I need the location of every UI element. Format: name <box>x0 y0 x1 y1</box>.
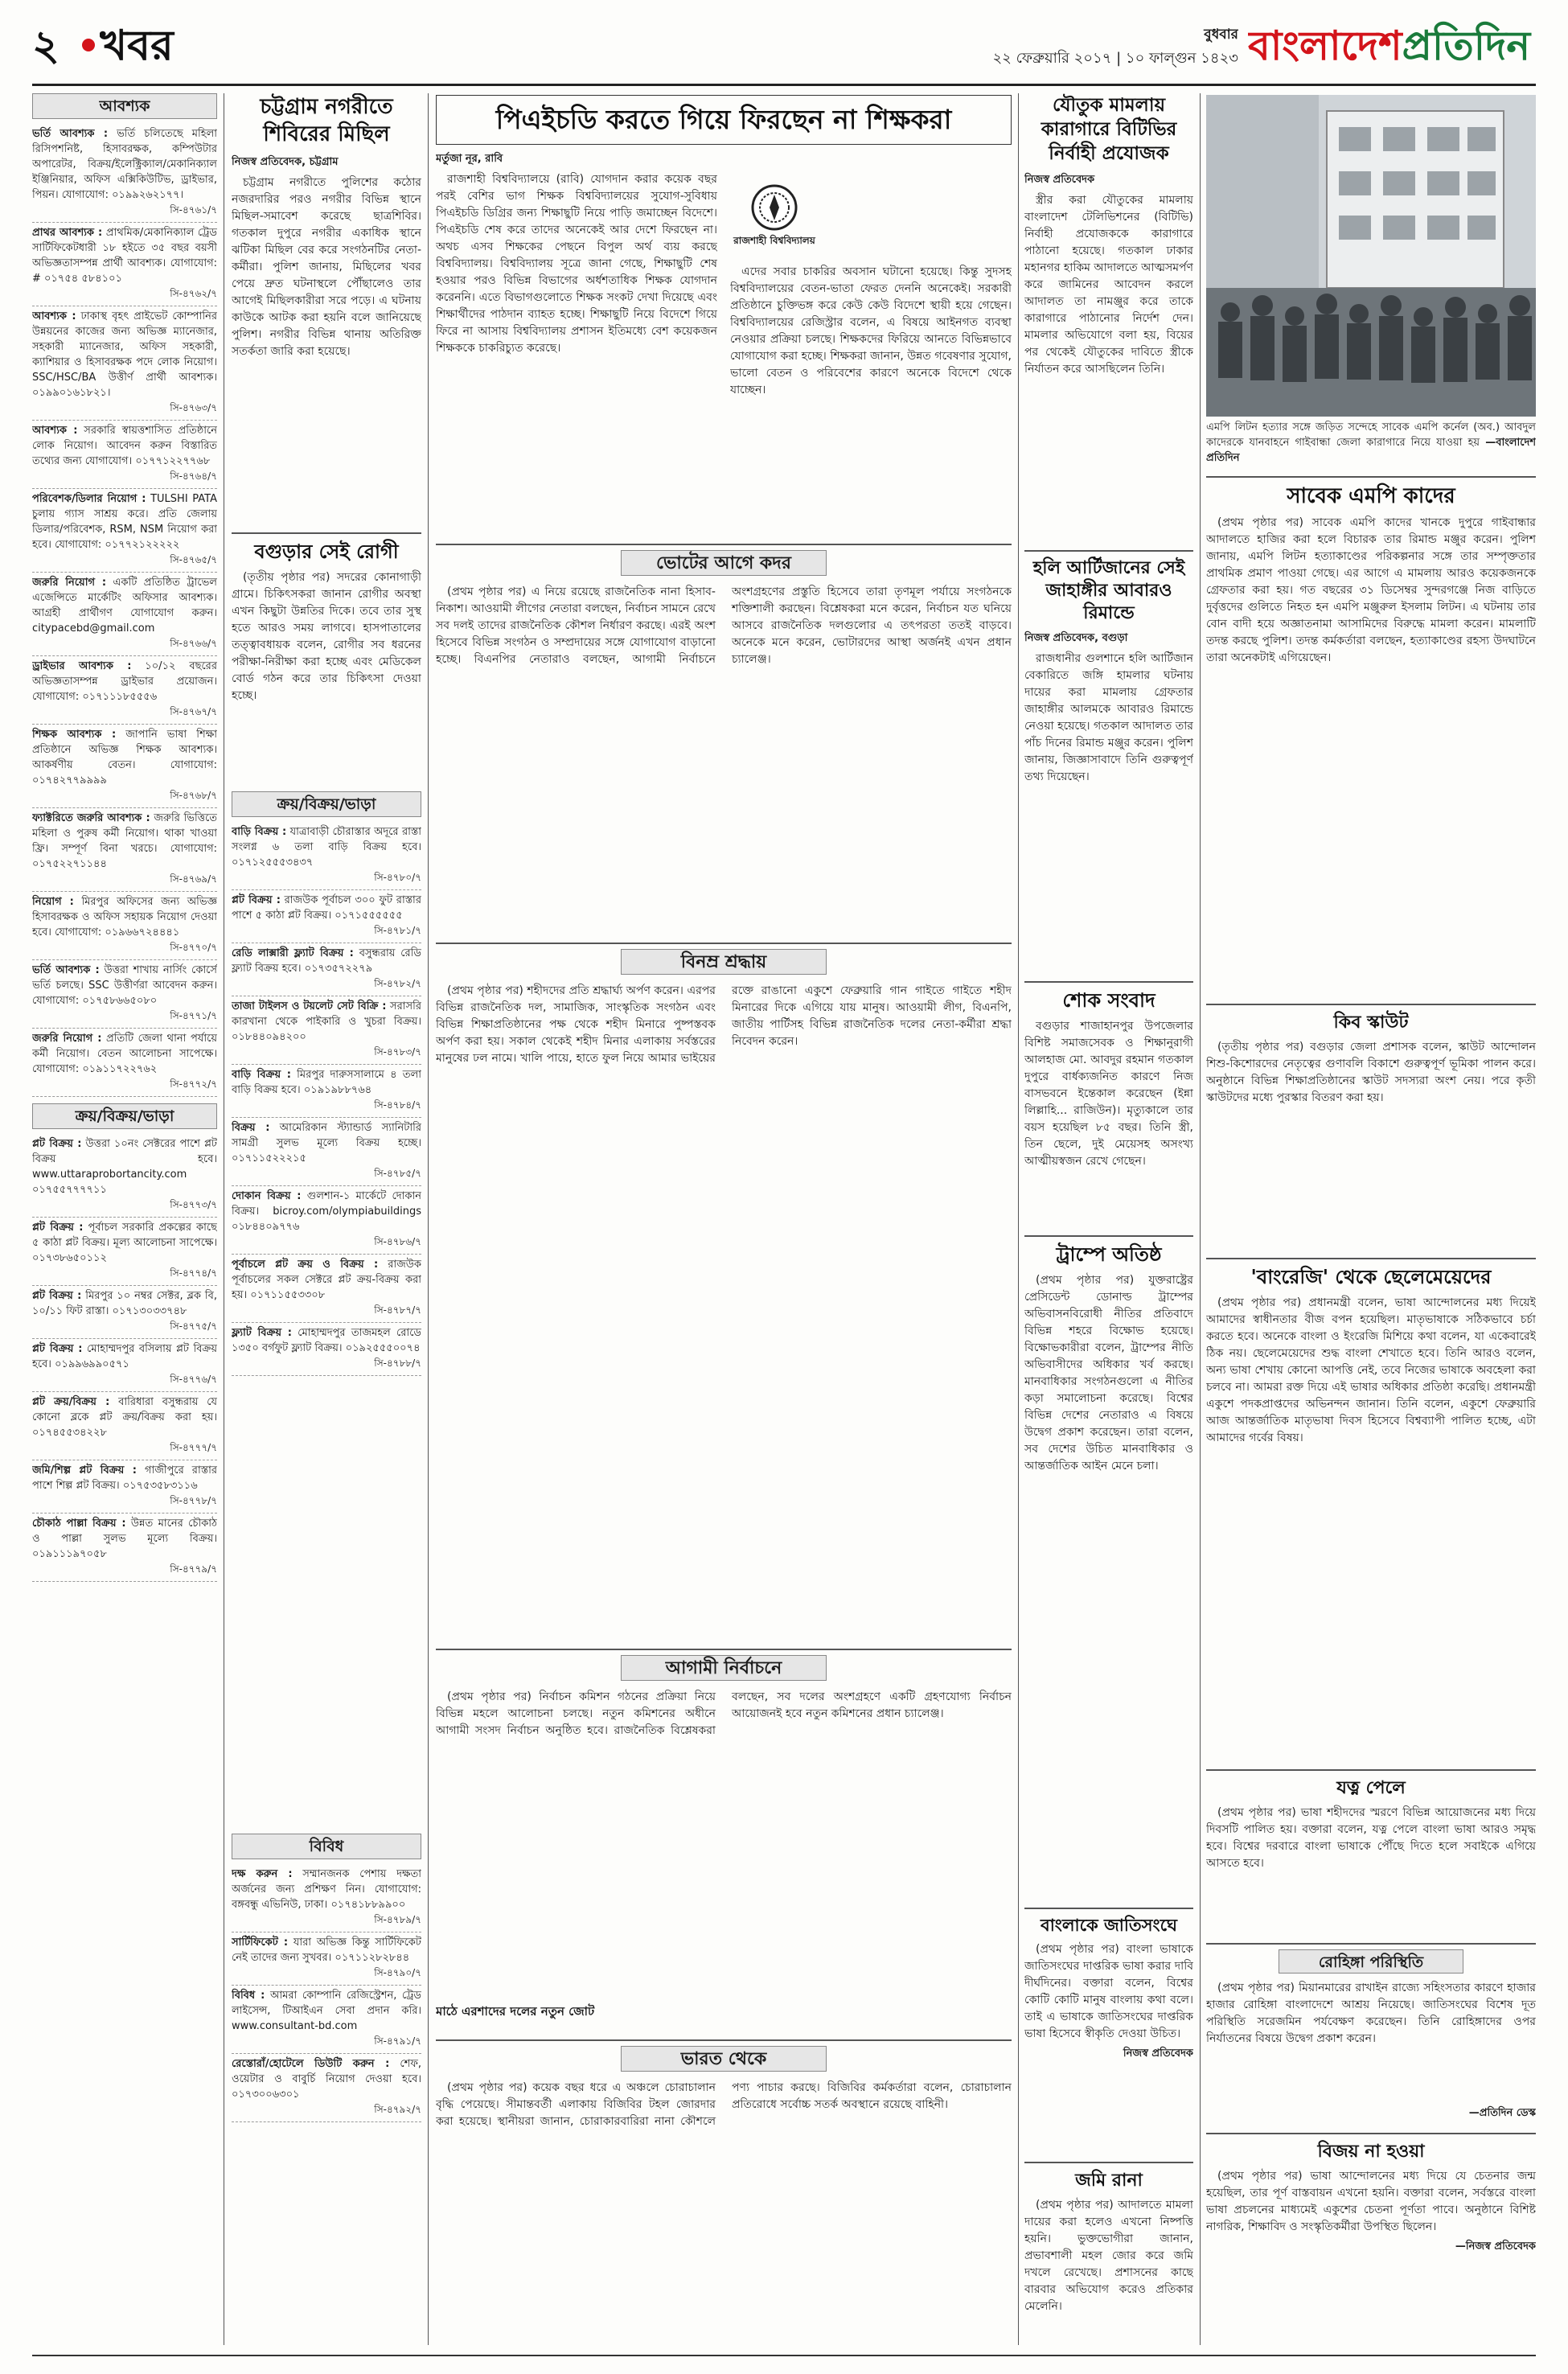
page-number: ২ <box>32 21 60 70</box>
classified-ad: আবশ্যক : ঢাকাস্থ বৃহৎ প্রাইভেট কোম্পানির উন্নয়নের কাজের জন্য অভিজ্ঞ ম্যানেজার, সহকারী ম্যানেজার, অফিস সহকারী, ক্যাশিয়ার ও হিসাবরক্ষক পদে লোক নিয়োগ। SSC/HSC/BA উত্তীর্ণ প্রার্থী আবশ্যক। ০১৯৯০১৬১৮২১। সি-৪৭৬৩/৭ <box>32 306 217 421</box>
story-dowry-body: স্ত্রীর করা যৌতুকের মামলায় বাংলাদেশ টেলিভিশনের (বিটিভি) নির্বাহী প্রযোজককে কারাগারে পাঠানো হয়েছে। গতকাল ঢাকার মহানগর হাকিম আদালতে আত্মসমর্পণ করে জামিনের আবেদন করলে আদালত তা নামঞ্জুর করে তাকে কারাগারে পাঠানোর নির্দেশ দেন। মামলার অভিযোগে বলা হয়, বিয়ের পর থেকেই যৌতুকের দাবিতে স্ত্রীকে নির্যাতন করে আসছিলেন তিনি। <box>1024 194 1193 376</box>
classified-ad: প্লট বিক্রয় : উত্তরা ১০নং সেক্টরের পাশে প্লট বিক্রয় হবে। www.uttaraprobortancity.com ০১৭৫৫৭৭৭৭১১ সি-৪৭৭৩/৭ <box>32 1134 217 1218</box>
classified-ad: প্লট বিক্রয় : রাজউক পূর্বাচল ৩০০ ফুট রাস্তার পাশে ৫ কাঠা প্লট বিক্রয়। ০১৭১৫৫৫৫৫৫ সি-৪৭৮১/৭ <box>232 890 421 943</box>
story-ctg-byline: নিজস্ব প্রতিবেদক, চট্টগ্রাম <box>232 156 339 168</box>
story-victory <box>1206 2139 1536 2350</box>
classified-ad: চৌকাঠ পাল্লা বিক্রয় : উন্নত মানের চৌকাঠ ও পাল্লা সুলভ মূল্যে বিক্রয়। ০১৯১১১৯৭০৫৮ সি-৪৭৭৯/৭ <box>32 1514 217 1582</box>
column-divider <box>428 93 429 2345</box>
classified-ad: প্লট বিক্রয় : মিরপুর ১০ নম্বর সেক্টর, ব্লক বি, ১০/১১ ফিট রাস্তা। ০১৭১৩০৩৩৭৪৮ সি-৪৭৭৫/৭ <box>32 1286 217 1339</box>
story-ctg-headline: চট্টগ্রাম নগরীতে শিবিরের মিছিল <box>260 95 393 146</box>
story-bangrezi-headline: 'বাংরেজি' থেকে ছেলেমেয়েদের <box>1250 1265 1492 1288</box>
photo-credit: —বাংলাদেশ প্রতিদিন <box>1206 437 1536 464</box>
story-ctg <box>232 93 421 528</box>
misc-ads <box>232 1834 421 2348</box>
section-rule <box>436 2039 1012 2041</box>
classified-ad: জরুরি নিয়োগ : প্রতিটি জেলা থানা পর্যায়ে কর্মী নিয়োগ। বেতন আলোচনা সাপেক্ষে। যোগাযোগ: ০১৯১১৭২২৭৬২ সি-৪৭৭২/৭ <box>32 1029 217 1097</box>
story-election-body: (প্রথম পৃষ্ঠার পর) নির্বাচন কমিশন গঠনের প্রক্রিয়া নিয়ে বিভিন্ন মহলে আলোচনা চলছে। নতুন কমিশনের অধীনে আগামী সংসদ নির্বাচন অনুষ্ঠিত হবে। রাজনৈতিক বিশ্লেষকরা বলছেন, সব দলের অংশগ্রহণে একটি গ্রহণযোগ্য নির্বাচন আয়োজনই হবে নতুন কমিশনের প্রধান চ্যালেঞ্জ। <box>436 1690 1012 1737</box>
story-holey <box>1024 557 1193 975</box>
classifieds-list <box>32 124 217 1097</box>
page-header <box>32 11 1536 80</box>
story-rohingya-credit: —প্রতিদিন ডেস্ক <box>1468 2107 1536 2119</box>
story-phd-body2: এদের সবার চাকরির অবসান ঘটানো হয়েছে। কিন্তু সুদসহ বিশ্ববিদ্যালয়ের বেতন-ভাতা ফেরত দেননি অনেকেই। সরকারী প্রতিষ্ঠানে চুক্তিভঙ্গ করে কেউ কেউ বিদেশে স্থায়ী হয়ে গেছেন। বিশ্ববিদ্যালয়ের রেজিস্ট্রার বলেন, এ বিষয়ে আইনগত ব্যবস্থা নেওয়ার প্রক্রিয়া চলছে। শিক্ষকদের ফিরিয়ে আনতে বিভিন্নভাবে যোগাযোগ করা হচ্ছে। শিক্ষকরা জানান, উন্নত গবেষণার সুযোগ, ভালো বেতন ও পরিবেশের কারণে অনেকে বিদেশে থেকে যাচ্ছেন। <box>730 265 1012 396</box>
section-rule <box>1206 1258 1536 1259</box>
story-bogra-headline: বগুড়ার সেই রোগী <box>254 540 399 563</box>
column-divider <box>1018 93 1019 2345</box>
classified-ad: তাজা টাইলস ও টয়লেট সেট বিক্রি : সরাসরি কারখানা থেকে পাইকারি ও খুচরা বিক্রয়। ০১৮৪৪০৯৪২০০ সি-৪৭৮৩/৭ <box>232 996 421 1065</box>
university-logo-label: রাজশাহী বিশ্ববিদ্যালয় <box>733 235 815 246</box>
story-victory-credit: —নিজস্ব প্রতিবেদক <box>1455 2241 1536 2253</box>
section-rule <box>1024 1235 1193 1237</box>
story-india-body: (প্রথম পৃষ্ঠার পর) কয়েক বছর ধরে এ অঞ্চলে চোরাচালান বৃদ্ধি পেয়েছে। সীমান্তবর্তী এলাকায় বিজিবির টহল জোরদার করা হয়েছে। স্থানীয়রা জানান, চোরাকারবারিরা নানা কৌশলে পণ্য পাচার করছে। বিজিবির কর্মকর্তারা বলেন, চোরাচালান প্রতিরোধে সর্বোচ্চ সতর্ক অবস্থানে রয়েছে বাহিনী। <box>436 2081 1012 2128</box>
section-rule <box>1024 981 1193 983</box>
story-india <box>436 2046 1012 2351</box>
story-victory-body: (প্রথম পৃষ্ঠার পর) ভাষা আন্দোলনের মধ্য দিয়ে যে চেতনার জন্ম হয়েছিল, তার পূর্ণ বাস্তবায়ন এখনো হয়নি। বক্তারা বলেন, সর্বস্তরে বাংলা ভাষা প্রচলনের মাধ্যমেই একুশের চেতনা পূর্ণতা পাবে। অনুষ্ঠানে বিশিষ্ট নাগরিক, শিক্ষাবিদ ও সংস্কৃতিকর্মীরা উপস্থিত ছিলেন। <box>1206 2170 1536 2233</box>
story-vote <box>436 550 1012 936</box>
issue-date: ২২ ফেব্রুয়ারি ২০১৭ | ১০ ফাল্গুন ১৪২৩ <box>992 50 1238 67</box>
story-un-headline: বাংলাকে জাতিসংঘে <box>1041 1915 1177 1935</box>
section-rule <box>1206 1769 1536 1771</box>
story-dowry-byline: নিজস্ব প্রতিবেদক <box>1024 174 1095 186</box>
section-rule <box>1024 1908 1193 1909</box>
classified-ad: জরুরি নিয়োগ : একটি প্রতিষ্ঠিত ট্রাভেল এজেন্সিতে মার্কেটিং অফিসার আবশ্যক। আগ্রহী প্রার্থীগণ যোগাযোগ করুন। citypacebd@gmail.com সি-৪৭৬৬/৭ <box>32 573 217 656</box>
story-land-headline: জমি রানা <box>1075 2170 1143 2191</box>
story-trump-headline: ট্রাম্পে অতিষ্ঠ <box>1056 1242 1162 1266</box>
red-dot-icon <box>82 39 95 51</box>
classified-ad: জমি/শিল্প প্লট বিক্রয় : গাজীপুরে রাস্তার পাশে শিল্প প্লট বিক্রয়। ০১৭৫৩৫৮৩১১৬ সি-৪৭৭৮/৭ <box>32 1460 217 1514</box>
masthead-part1: বাংলাদেশ <box>1248 22 1402 69</box>
classified-ad: বাড়ি বিক্রয় : যাত্রাবাড়ী চৌরাস্তার অদূরে রাস্তা সংলগ্ন ৬ তলা বাড়ি বিক্রয় হবে। ০১৭১২৫৫৫৩৪৩৭ সি-৪৭৮০/৭ <box>232 822 421 890</box>
buy-sell-title: ক্রয়/বিক্রয়/ভাড়া <box>32 1103 217 1129</box>
section-rule <box>1206 2133 1536 2134</box>
section-rule <box>232 532 421 534</box>
classified-ad: দোকান বিক্রয় : গুলশান-১ মার্কেটে দোকান বিক্রয়। bicroy.com/olympiabuildings ০১৮৪৪০৯৭৭৬ সি-৪৭৮৬/৭ <box>232 1186 421 1255</box>
section-rule <box>436 544 1012 545</box>
classified-ad: সার্টিফিকেট : যারা অভিজ্ঞ কিন্তু সার্টিফিকেট নেই তাদের জন্য সুখবর। ০১৭১১২৮২৮৪৪ সি-৪৭৯০/৭ <box>232 1932 421 1986</box>
story-scout-body: (তৃতীয় পৃষ্ঠার পর) বগুড়ার জেলা প্রশাসক বলেন, স্কাউট আন্দোলন শিশু-কিশোরদের নেতৃত্বের গুণাবলি বিকাশে গুরুত্বপূর্ণ ভূমিকা পালন করে। অনুষ্ঠানে বিভিন্ন শিক্ষাপ্রতিষ্ঠানের স্কাউট সদস্যরা অংশ নেয়। পরে কৃতী স্কাউটদের মধ্যে পুরস্কার বিতরণ করা হয়। <box>1206 1041 1536 1104</box>
classified-ad: বিবিধ : আমরা কোম্পানি রেজিস্ট্রেশন, ট্রেড লাইসেন্স, টিআইএন সেবা প্রদান করি। www.consultant-bd.com সি-৪৭৯১/৭ <box>232 1986 421 2054</box>
section-rule <box>436 1649 1012 1650</box>
story-rohingya-headline: রোহিঙ্গা পরিস্থিতি <box>1279 1949 1463 1974</box>
classified-ad: প্লট বিক্রয় : মোহাম্মদপুর বসিলায় প্লট বিক্রয় হবে। ০১৯৯৬৯৯০৫৭১ সি-৪৭৭৬/৭ <box>32 1339 217 1392</box>
classified-ad: বাড়ি বিক্রয় : মিরপুর দারুসসালামে ৪ তলা বাড়ি বিক্রয় হবে। ০১৯১৯৮৮৭৬৪ সি-৪৭৮৪/৭ <box>232 1065 421 1118</box>
footer-rule <box>32 2355 1536 2356</box>
buy-sell-mid <box>232 791 421 1821</box>
story-trump-body: (প্রথম পৃষ্ঠার পর) যুক্তরাষ্ট্রের প্রেসিডেন্ট ডোনাল্ড ট্রাম্পের অভিবাসনবিরোধী নীতির প্রতিবাদে বিভিন্ন শহরে বিক্ষোভ হয়েছে। বিক্ষোভকারীরা বলেন, ট্রাম্পের নীতি অভিবাসীদের অধিকার খর্ব করছে। মানবাধিকার সংগঠনগুলো এ নীতির কড়া সমালোচনা করেছে। বিশ্বের বিভিন্ন দেশের নেতারাও এ বিষয়ে উদ্বেগ প্রকাশ করেছেন। তারা বলেন, সব দেশের উচিত মানবাধিকার ও আন্তর্জাতিক আইন মেনে চলা। <box>1024 1274 1193 1472</box>
classified-ad: রেস্তোরাঁ/হোটেলে ডিউটি করুন : শেফ, ওয়েটার ও বাবুর্চি নিয়োগ দেওয়া হবে। ০১৭৩০০৬৩০১ সি-৪৭৯২/৭ <box>232 2054 421 2122</box>
classified-ad: বিক্রয় : আমেরিকান স্ট্যান্ডার্ড স্যানিটারি সামগ্রী সুলভ মূল্যে বিক্রয় হচ্ছে। ০১৭১১৫২২২১৫ সি-৪৭৮৫/৭ <box>232 1118 421 1186</box>
buy-sell-list <box>32 1134 217 1582</box>
masthead-part2: প্রতিদিন <box>1402 22 1531 69</box>
story-phd-headline-box <box>436 95 1012 145</box>
classified-ad: ফ্ল্যাট বিক্রয় : মোহাম্মদপুর তাজমহল রোডে ১৩৫০ বর্গফুট ফ্ল্যাট বিক্রয়। ০১৯২৫৫৫০০৭৪ সি-৪৭৮৮/৭ <box>232 1323 421 1376</box>
story-tribute-body: (প্রথম পৃষ্ঠার পর) শহীদদের প্রতি শ্রদ্ধার্ঘ্য অর্পণ করেন। এরপর বিভিন্ন রাজনৈতিক দল, সামাজিক, সাংস্কৃতিক সংগঠন এবং বিভিন্ন শিক্ষাপ্রতিষ্ঠানের পক্ষ থেকে শহীদ মিনারে পুষ্পস্তবক অর্পণ করা হয়। সকাল থেকেই শহীদ মিনার এলাকায় সর্বস্তরের মানুষের ঢল নামে। খালি পায়ে, হাতে ফুল নিয়ে আমার ভাইয়ের রক্তে রাঙানো একুশে ফেব্রুয়ারি গান গাইতে গাইতে শহীদ মিনারের দিকে এগিয়ে যায় মানুষ। আওয়ামী লীগ, বিএনপি, জাতীয় পার্টিসহ বিভিন্ন রাজনৈতিক দলের নেতা-কর্মীরা শ্রদ্ধা নিবেদন করেন। <box>436 984 1012 1065</box>
story-dowry <box>1024 93 1193 544</box>
story-holey-headline: হলি আর্টিজানের সেই জাহাঙ্গীর আবারও রিমান্ডে <box>1032 557 1185 623</box>
section-rule <box>1206 1004 1536 1005</box>
building-crowd-image <box>1206 95 1536 417</box>
story-land-body: (প্রথম পৃষ্ঠার পর) আদালতে মামলা দায়ের করা হলেও এখনো নিষ্পত্তি হয়নি। ভুক্তভোগীরা জানান, প্রভাবশালী মহল জোর করে জমি দখলে রেখেছে। প্রশাসনের কাছে বারবার অভিযোগ করেও প্রতিকার মেলেনি। <box>1024 2199 1193 2313</box>
story-holey-byline: নিজস্ব প্রতিবেদক, বগুড়া <box>1024 632 1128 644</box>
story-bangrezi <box>1206 1264 1536 1763</box>
story-bogra-body: (তৃতীয় পৃষ্ঠার পর) সদরের কোনাগাড়ী গ্রামে। চিকিৎসকরা জানান রোগীর অবস্থা এখন কিছুটা উন্নতির দিকে। তবে তার সুস্থ হতে আরও সময় লাগবে। হাসপাতালের তত্ত্বাবধায়ক বলেন, রোগীর সব ধরনের পরীক্ষা-নিরীক্ষা করা হচ্ছে এবং মেডিকেল বোর্ড গঠন করে তার চিকিৎসা দেওয়া হচ্ছে। <box>232 571 421 702</box>
news-photo <box>1206 95 1536 417</box>
classifieds-title: আবশ্যক <box>32 93 217 119</box>
classified-ad: প্রাথর আবশ্যক : প্রাথমিক/মেকানিক্যাল ট্রেড সার্টিফিকেটধারী ১৮ হইতে ৩৫ বছর বয়সী অভিজ্ঞতাসম্পন্ন প্রার্থী আবশ্যক। যোগাযোগ: # ০১৭৫৪ ৫৮৪১০১ সি-৪৭৬২/৭ <box>32 223 217 306</box>
story-victory-headline: বিজয় না হওয়া <box>1317 2141 1425 2162</box>
story-un <box>1024 1914 1193 2155</box>
story-land <box>1024 2168 1193 2348</box>
photo-caption <box>1206 420 1536 471</box>
story-trump <box>1024 1242 1193 1901</box>
classified-ad: ভর্তি আবশ্যক : উত্তরা শাখায় নার্সিং কোর্সে ভর্তি চলছে। SSC উত্তীর্ণরা আবেদন করুন। যোগাযোগ: ০১৭৫৮৬৬৫০৮০ সি-৪৭৭১/৭ <box>32 960 217 1029</box>
classifieds-column <box>32 93 217 2345</box>
story-mp-body: (প্রথম পৃষ্ঠার পর) সাবেক এমপি কাদের খানকে দুপুরে গাইবান্ধার আদালতে হাজির করা হলে বিচারক তার রিমান্ড মঞ্জুর করেন। পুলিশ জানায়, এমপি লিটন হত্যাকাণ্ডের পরিকল্পনার সঙ্গে তার সম্পৃক্ততার প্রাথমিক প্রমাণ পাওয়া গেছে। এর আগে এ মামলায় আরও কয়েকজনকে গ্রেফতার করা হয়। গত বছরের ৩১ ডিসেম্বর সুন্দরগঞ্জে নিজ বাড়িতে দুর্বৃত্তদের গুলিতে নিহত হন এমপি মঞ্জুরুল ইসলাম লিটন। এ ঘটনায় তার বোন বাদী হয়ে অজ্ঞাতনামা আসামিদের বিরুদ্ধে মামলা করেন। মামলাটি তদন্ত করছে পুলিশ। তদন্ত কর্মকর্তারা বলছেন, হত্যাকাণ্ডের রহস্য উদঘাটনে তারা অনেকটাই এগিয়েছেন। <box>1206 516 1536 664</box>
story-tribute-headline: বিনম্র শ্রদ্ধায় <box>621 949 827 975</box>
section-rule <box>1024 2162 1193 2163</box>
story-election-headline: আগামী নির্বাচনে <box>621 1655 827 1681</box>
masthead <box>1248 13 1536 79</box>
section-label: খবর <box>100 21 174 70</box>
story-bangrezi-body: (প্রথম পৃষ্ঠার পর) প্রধানমন্ত্রী বলেন, ভাষা আন্দোলনের মধ্য দিয়েই আমাদের স্বাধীনতার বীজ বপন হয়েছিল। মাতৃভাষাকে সঠিকভাবে চর্চা করতে হবে। অনেকে বাংলা ও ইংরেজি মিশিয়ে কথা বলেন, যা একেবারেই ঠিক নয়। ছেলেমেয়েদের শুদ্ধ বাংলা শেখাতে হবে। তিনি আরও বলেন, অন্য ভাষা শেখায় কোনো আপত্তি নেই, তবে নিজের ভাষাকে অবহেলা করা চলবে না। আমরা রক্ত দিয়ে এই ভাষার অধিকার প্রতিষ্ঠা করেছি। প্রধানমন্ত্রী একুশে পদকপ্রাপ্তদের অভিনন্দন জানান। তিনি বলেন, একুশে ফেব্রুয়ারি আজ আন্তর্জাতিক মাতৃভাষা দিবস হিসেবে বিশ্বব্যাপী পালিত হচ্ছে, এটা আমাদের গর্বের বিষয়। <box>1206 1296 1536 1444</box>
story-phd-col1 <box>436 151 717 539</box>
section-rule <box>1206 476 1536 478</box>
story-dowry-headline: যৌতুক মামলায় কারাগারে বিটিভির নির্বাহী প্রযোজক <box>1041 94 1177 164</box>
section-rule <box>1206 1943 1536 1945</box>
story-obit-headline: শোক সংবাদ <box>1062 988 1155 1012</box>
story-phd <box>436 151 1012 539</box>
classified-ad: ভর্তি আবশ্যক : ভর্তি চলিতেছে মহিলা রিসিপশনিষ্ট, হিসাবরক্ষক, কম্পিউটার অপারেটর, বিক্রয়/ইলেক্ট্রিক্যাল/মেকানিক্যাল ইঞ্জিনিয়ার, অফিস এক্সিকিউটিভ, ড্রাইভার, পিয়ন। যোগাযোগ: ০১৯৯২৬২১৭৭। সি-৪৭৬১/৭ <box>32 124 217 223</box>
section-rule <box>436 943 1012 944</box>
header-rule <box>32 84 1536 86</box>
story-care-body: (প্রথম পৃষ্ঠার পর) ভাষা শহীদদের স্মরণে বিভিন্ন আয়োজনের মধ্য দিয়ে দিবসটি পালিত হয়। বক্তারা বলেন, যত্ন পেলে বাংলা ভাষা আরও সমৃদ্ধ হবে। বিশ্বের দরবারে বাংলা ভাষাকে পৌঁছে দিতে হলে সবাইকে এগিয়ে আসতে হবে। <box>1206 1806 1536 1870</box>
story-scout <box>1206 1010 1536 1251</box>
photo-caption-text: এমপি লিটন হত্যার সঙ্গে জড়িত সন্দেহে সাবেক এমপি কর্নেল (অব.) আবদুল কাদেরকে যানবাহনে গাইবান্ধা জেলা কারাগারে নিয়ে যাওয়া হয় <box>1206 421 1536 449</box>
story-mp-headline: সাবেক এমপি কাদের <box>1287 484 1455 508</box>
story-rohingya-body: (প্রথম পৃষ্ঠার পর) মিয়ানমারের রাখাইন রাজ্যে সহিংসতার কারণে হাজার হাজার রোহিঙ্গা বাংলাদেশে আশ্রয় নিয়েছে। জাতিসংঘের বিশেষ দূত পরিস্থিতি সরেজমিন পর্যবেক্ষণ করেছেন। তিনি রোহিঙ্গাদের ওপর নির্যাতনের বিষয়ে উদ্বেগ প্রকাশ করেন। <box>1206 1982 1536 2045</box>
story-phd-byline: মর্তুজা নূর, রাবি <box>436 153 503 165</box>
story-phd-body: রাজশাহী বিশ্ববিদ্যালয়ে (রাবি) যোগদান করার কয়েক বছর পরই বেশির ভাগ শিক্ষক বিশ্ববিদ্যালয়ের সুযোগ-সুবিধায় পিএইচডি ডিগ্রির জন্য শিক্ষাছুটি নিয়ে পাড়ি জমাচ্ছেন বিদেশে। পিএইচডি শেষ করে তাদের অনেকেই আর দেশে ফিরছেন না। অথচ এসব শিক্ষকের পেছনে বিপুল অর্থ ব্যয় করছে বিশ্ববিদ্যালয়। বিশ্ববিদ্যালয় সূত্রে জানা গেছে, শিক্ষাছুটি শেষ হওয়ার পরও বিভিন্ন বিভাগের অর্ধশতাধিক শিক্ষক যোগদান করেননি। এতে বিভাগগুলোতে শিক্ষক সংকট দেখা দিয়েছে এবং শিক্ষার্থীদের পাঠদান ব্যাহত হচ্ছে। শিক্ষাছুটি নিয়ে বিদেশে গিয়ে ফিরে না আসায় বিশ্ববিদ্যালয় প্রশাসন ইতিমধ্যে বেশ কয়েকজন শিক্ষককে চাকরিচ্যুত করেছে। <box>436 173 717 355</box>
story-care-headline: যত্ন পেলে <box>1336 1777 1406 1798</box>
issue-weekday: বুধবার <box>1204 27 1238 43</box>
classified-ad: আবশ্যক : সরকারি স্বায়ত্তশাসিত প্রতিষ্ঠানে লোক নিয়োগ। আবেদন করুন বিস্তারিত তথ্যের জন্য যোগাযোগ। ০১৭৭১২২৭৭৬৮ সি-৪৭৬৪/৭ <box>32 421 217 489</box>
story-un-credit: নিজস্ব প্রতিবেদক <box>1123 2047 1193 2060</box>
classified-ad: প্লট ক্রয়/বিক্রয় : বারিধারা বসুন্ধরায় যে কোনো ব্লকে প্লট ক্রয়/বিক্রয় করা হয়। ০১৭৪৫৫৩৪২২৮ সি-৪৭৭৭/৭ <box>32 1392 217 1460</box>
story-vote-headline: ভোটের আগে কদর <box>621 550 827 576</box>
classified-ad: দক্ষ করুন : সম্মানজনক পেশায় দক্ষতা অর্জনের জন্য প্রশিক্ষণ নিন। যোগাযোগ: বঙ্গবন্ধু এভিনিউ, ঢাকা। ০১৭৪১৮৮৯৯০০ সি-৪৭৮৯/৭ <box>232 1864 421 1932</box>
classified-ad: পূর্বাচলে প্লট ক্রয় ও বিক্রয় : রাজউক পূর্বাচলের সকল সেক্টরে প্লট ক্রয়-বিক্রয় করা হয়। ০১৭১১৫৫৩৩০৮ সি-৪৭৮৭/৭ <box>232 1255 421 1323</box>
story-election-subhead: মাঠে এরশাদের দলের নতুন জোট <box>436 2004 595 2019</box>
classified-ad: পরিবেশক/ডিলার নিয়োগ : TULSHI PATA চুলায় গ্যাস সাশ্রয় করে। প্রতি জেলায় ডিলার/পরিবেশক, RSM, NSM নিয়োগ করা হবে। যোগাযোগ: ০১৭৭২১২২২২২ সি-৪৭৬৫/৭ <box>32 489 217 573</box>
story-ctg-body: চট্টগ্রাম নগরীতে পুলিশের কঠোর নজরদারির পরও নগরীর বিভিন্ন স্থানে মিছিল-সমাবেশ করেছে ছাত্রশিবির। গতকাল দুপুরে নগরীর একাধিক স্থানে ঝটিকা মিছিল বের করে সংগঠনটির নেতা-কর্মীরা। পুলিশ জানায়, মিছিলের খবর পেয়ে দ্রুত ঘটনাস্থলে পৌঁছালেও তার আগেই মিছিলকারীরা সরে পড়ে। এ ঘটনায় কাউকে আটক করা হয়নি বলে জানিয়েছে পুলিশ। নগরীর বিভিন্ন থানায় অতিরিক্ত সতর্কতা জারি করা হয়েছে। <box>232 176 421 358</box>
classified-ad: ফ্যাক্টরিতে জরুরি আবশ্যক : জরুরি ভিত্তিতে মহিলা ও পুরুষ কর্মী নিয়োগ। থাকা খাওয়া ফ্রি। সম্পূর্ণ বিনা খরচে। যোগাযোগ: ০১৭৫২২৭১১৪৪ সি-৪৭৬৯/৭ <box>32 808 217 892</box>
story-obit <box>1024 988 1193 1229</box>
section-rule <box>1024 550 1193 552</box>
classified-ad: শিক্ষক আবশ্যক : জাপানি ভাষা শিক্ষা প্রতিষ্ঠানে অভিজ্ঞ শিক্ষক আবশ্যক। আকর্ষণীয় বেতন। যোগাযোগ: ০১৭৪২৭৭৯৯৯৯ সি-৪৭৬৮/৭ <box>32 725 217 808</box>
story-mp <box>1206 483 1536 997</box>
story-holey-body: রাজধানীর গুলশানে হলি আর্টিজান বেকারিতে জঙ্গি হামলার ঘটনায় দায়ের করা মামলায় গ্রেফতার জাহাঙ্গীর আলমকে আবারও রিমান্ডে নেওয়া হয়েছে। গতকাল আদালত তার পাঁচ দিনের রিমান্ড মঞ্জুর করেন। পুলিশ জানায়, জিজ্ঞাসাবাদে তিনি গুরুত্বপূর্ণ তথ্য দিয়েছেন। <box>1024 652 1193 783</box>
story-bogra <box>232 539 421 780</box>
misc-title: বিবিধ <box>232 1834 421 1859</box>
story-un-body: (প্রথম পৃষ্ঠার পর) বাংলা ভাষাকে জাতিসংঘের দাপ্তরিক ভাষা করার দাবি দীর্ঘদিনের। বক্তারা বলেন, বিশ্বের কোটি কোটি মানুষ বাংলায় কথা বলে। তাই এ ভাষাকে জাতিসংঘের দাপ্তরিক ভাষা হিসেবে স্বীকৃতি দেওয়া উচিত। <box>1024 1943 1193 2040</box>
story-election <box>436 1655 1012 2033</box>
classified-ad: রেডি লাক্সারী ফ্ল্যাট বিক্রয় : বসুন্ধরায় রেডি ফ্ল্যাট বিক্রয় হবে। ০১৭৩৫৭২২৭৯ সি-৪৭৮২/৭ <box>232 943 421 996</box>
story-phd-col2 <box>730 151 1012 539</box>
story-phd-headline: পিএইচডি করতে গিয়ে ফিরছেন না শিক্ষকরা <box>495 104 952 135</box>
story-obit-body: বগুড়ার শাজাহানপুর উপজেলার বিশিষ্ট সমাজসেবক ও শিক্ষানুরাগী আলহাজ মো. আবদুর রহমান গতকাল দুপুরে বার্ধক্যজনিত কারণে নিজ বাসভবনে ইন্তেকাল করেছেন (ইন্না লিল্লাহি... রাজিউন)। মৃত্যুকালে তার বয়স হয়েছিল ৮৫ বছর। তিনি স্ত্রী, তিন ছেলে, দুই মেয়েসহ অসংখ্য আত্মীয়স্বজন রেখে গেছেন। <box>1024 1020 1193 1168</box>
story-care <box>1206 1776 1536 1937</box>
story-tribute <box>436 949 1012 1641</box>
story-scout-headline: কিব স্কাউট <box>1333 1012 1409 1033</box>
column-divider <box>1200 93 1201 2345</box>
classified-ad: প্লট বিক্রয় : পূর্বাচল সরকারি প্রকল্পের কাছে ৫ কাঠা প্লট বিক্রয়। মূল্য আলোচনা সাপেক্ষে। ০১৭৩৮৬৫০১১২ সি-৪৭৭৪/৭ <box>32 1218 217 1286</box>
buy-sell-mid-title: ক্রয়/বিক্রয়/ভাড়া <box>232 791 421 817</box>
story-india-headline: ভারত থেকে <box>621 2046 827 2072</box>
story-vote-body: (প্রথম পৃষ্ঠার পর) এ নিয়ে রয়েছে রাজনৈতিক নানা হিসাব-নিকাশ। আওয়ামী লীগের নেতারা বলছেন, নির্বাচন সামনে রেখে সব দলই তাদের রাজনৈতিক কৌশল নির্ধারণ করছে। এরই অংশ হিসেবে বিভিন্ন সংগঠন ও সম্প্রদায়ের সঙ্গে যোগাযোগ বাড়ানো হচ্ছে। বিএনপির নেতারাও বলছেন, আগামী নির্বাচনে অংশগ্রহণের প্রস্তুতি হিসেবে তারা তৃণমূল পর্যায়ে সংগঠনকে শক্তিশালী করছেন। বিশ্লেষকরা মনে করেন, নির্বাচন যত ঘনিয়ে আসবে রাজনৈতিক দলগুলোর এ তৎপরতা ততই বাড়বে। অনেকে মনে করেন, ভোটারদের আস্থা অর্জনই এখন প্রধান চ্যালেঞ্জ। <box>436 585 1012 666</box>
classified-ad: নিয়োগ : মিরপুর অফিসের জন্য অভিজ্ঞ হিসাবরক্ষক ও অফিস সহায়ক নিয়োগ দেওয়া হবে। যোগাযোগ: ০১৯৬৬৭২৪৪৪১ সি-৪৭৭০/৭ <box>32 892 217 960</box>
story-rohingya <box>1206 1949 1536 2126</box>
classified-ad: ড্রাইভার আবশ্যক : ১০/১২ বছরের অভিজ্ঞতাসম্পন্ন ড্রাইভার প্রয়োজন। যোগাযোগ: ০১৭১১১৮৫৫৫৬ সি-৪৭৬৭/৭ <box>32 656 217 725</box>
